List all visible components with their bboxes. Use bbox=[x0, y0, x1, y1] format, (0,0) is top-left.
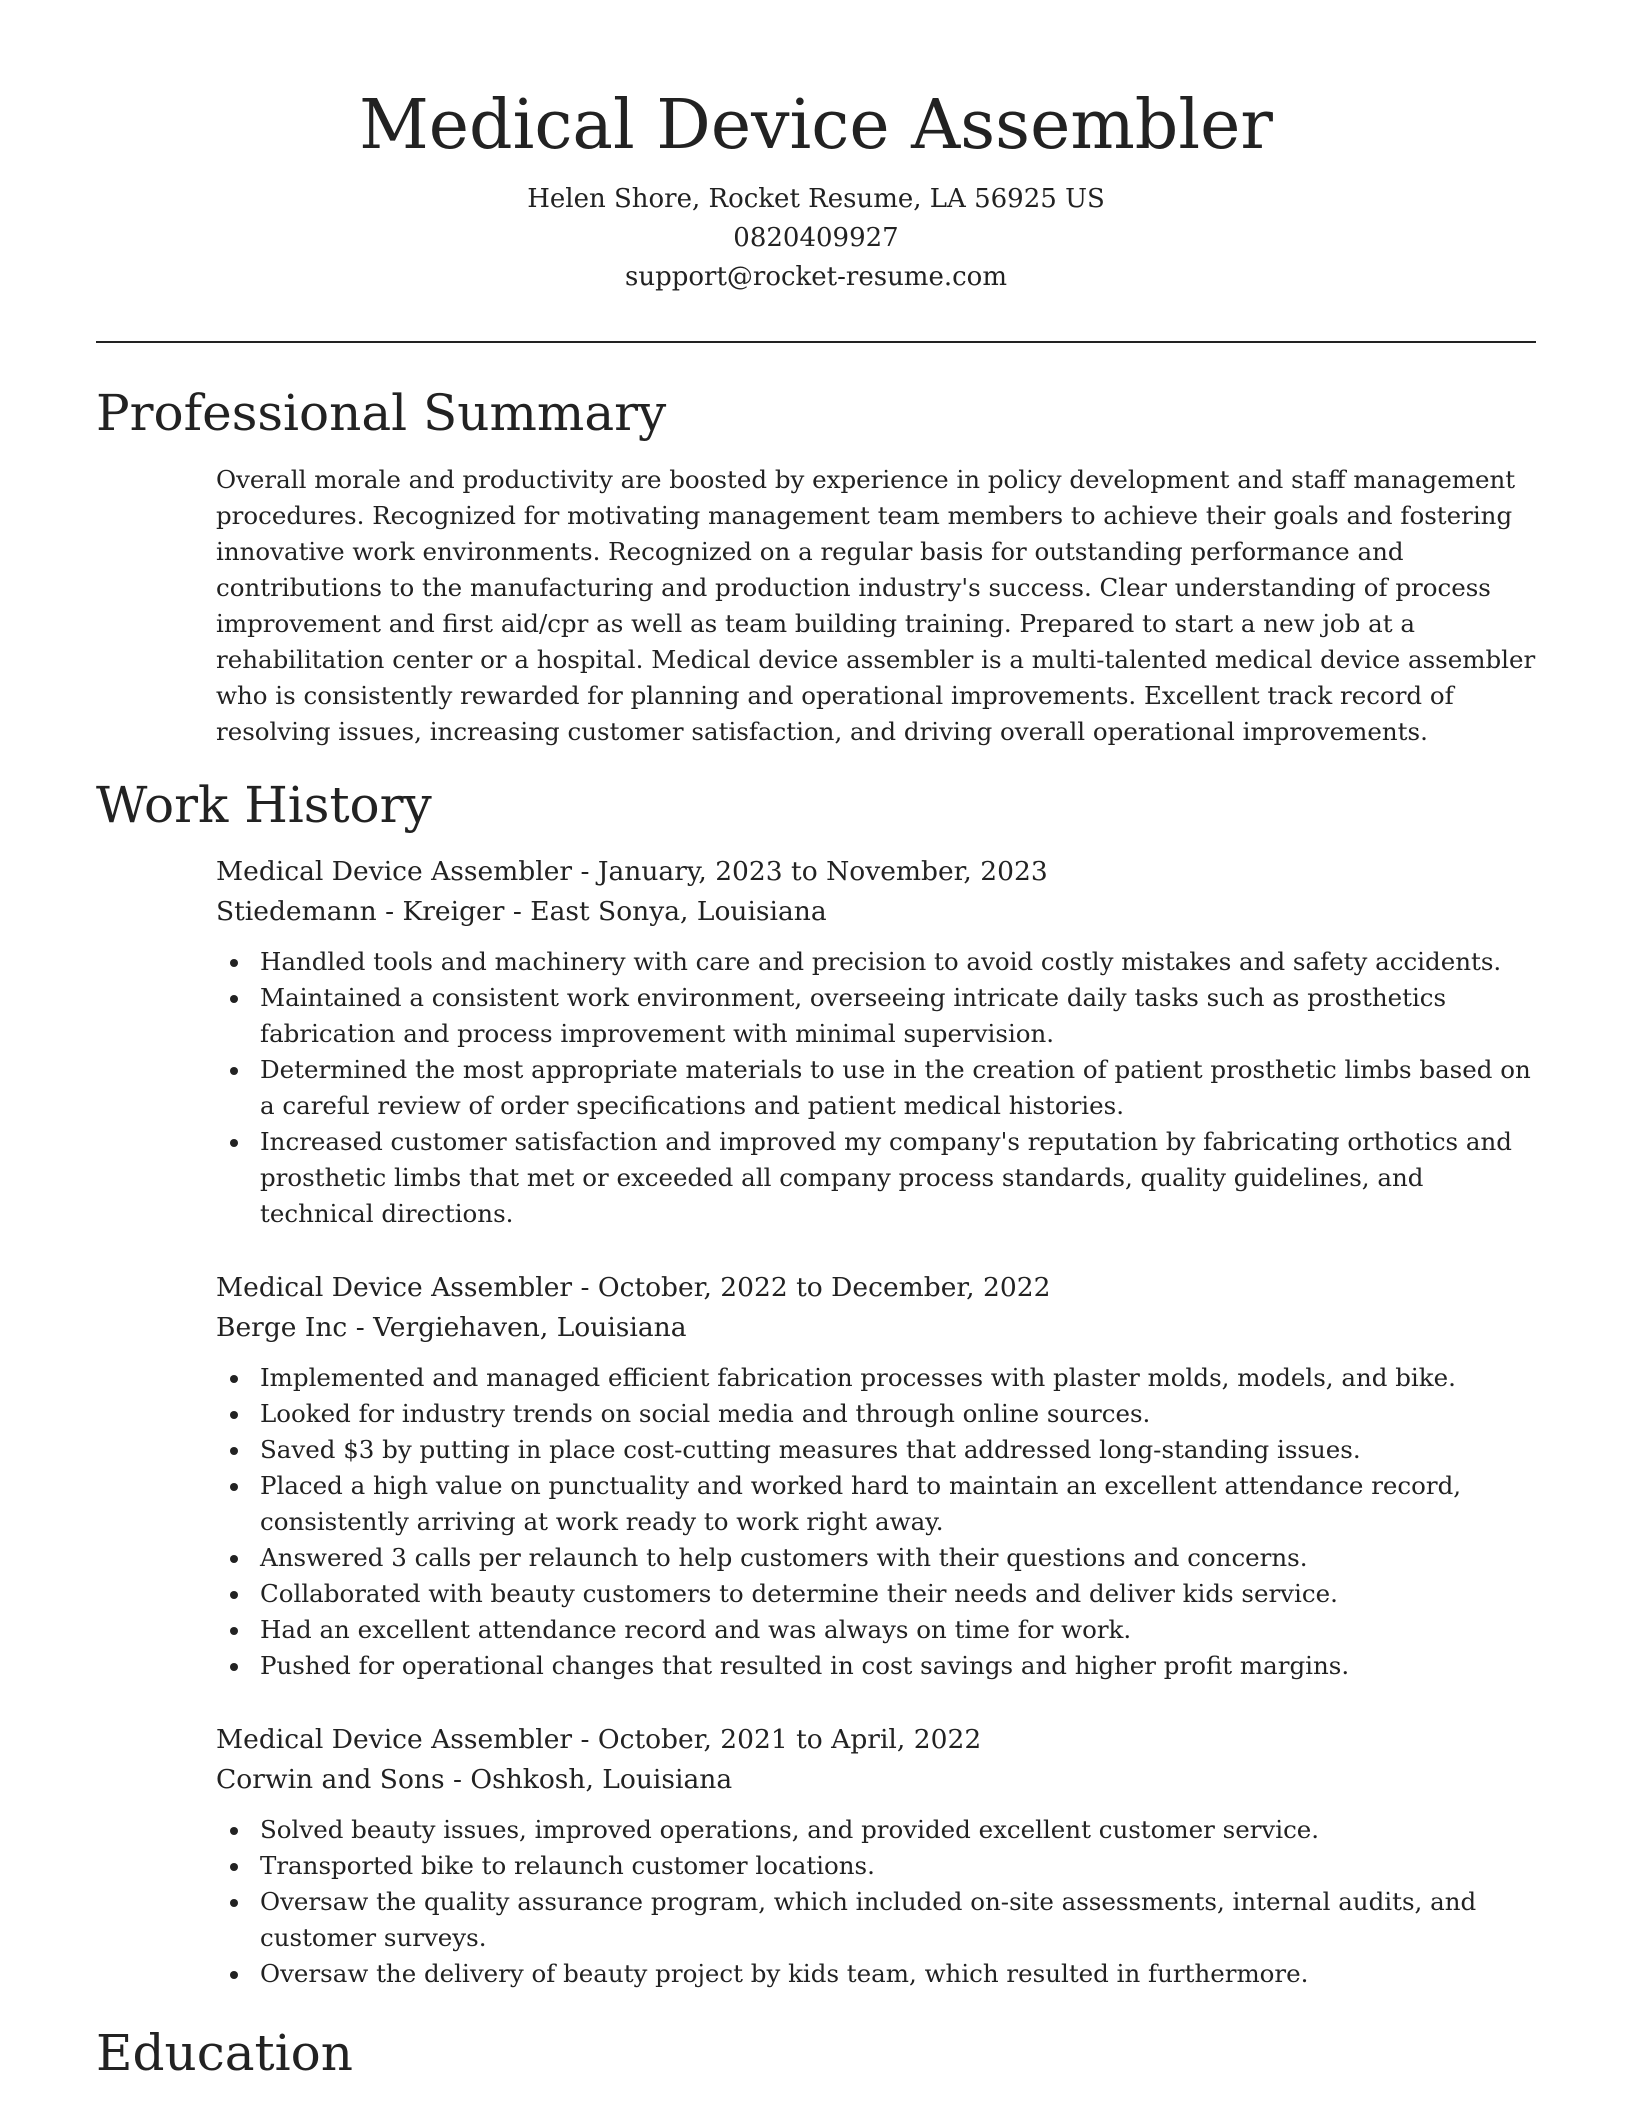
bullet-dot bbox=[230, 1375, 238, 1383]
job-bullet-text: Implemented and managed efficient fabrication processes with plaster molds, models, and bike. bbox=[260, 1363, 1456, 1392]
job-location: Oshkosh, Louisiana bbox=[470, 1764, 733, 1795]
job-title-line: Medical Device Assembler - October, 2021 to April, 2022 bbox=[216, 1724, 982, 1755]
job-bullet-text: Oversaw the quality assurance program, which included on-site assessments, internal audits, and customer surveys. bbox=[260, 1887, 1477, 1952]
job-title-line: Medical Device Assembler - January, 2023 to November, 2023 bbox=[216, 856, 1048, 887]
contact-phone: 0820409927 bbox=[733, 223, 899, 253]
summary-text: Overall morale and productivity are boosted by experience in policy development and staff management procedures. Recognized for motivating management team members to achieve their goals and fostering innovative work environments. Recognized on a regular basis for outstanding performance and contributions to the manufacturing and production industry's success. Clear understanding of process improvement and first aid/cpr as well as team building training. Prepared to start a new job at a rehabilitation center or a hospital. Medical device assembler is a multi-talented medical device assembler who is consistently rewarded for planning and operational improvements. Excellent track record of resolving issues, increasing customer satisfaction, and driving overall operational improvements. bbox=[216, 465, 1536, 746]
job-bullet-text: Increased customer satisfaction and improved my company's reputation by fabricating orthotics and prosthetic limbs that met or exceeded all company process standards, quality guidelines, and technical directions. bbox=[260, 1127, 1512, 1228]
job-entry bbox=[216, 1268, 1541, 1684]
bullet-dot bbox=[230, 1827, 238, 1835]
job-bullet bbox=[216, 944, 1541, 980]
job-bullet bbox=[216, 1468, 1541, 1540]
contact-block bbox=[96, 180, 1536, 297]
job-bullet-text: Had an excellent attendance record and was always on time for work. bbox=[260, 1615, 1132, 1644]
job-bullet bbox=[216, 1360, 1541, 1396]
bullet-dot bbox=[230, 995, 238, 1003]
job-bullet-text: Solved beauty issues, improved operations, and provided excellent customer service. bbox=[260, 1815, 1320, 1844]
job-bullet-text: Saved $3 by putting in place cost-cutting measures that addressed long-standing issues. bbox=[260, 1435, 1361, 1464]
job-bullet-text: Collaborated with beauty customers to determine their needs and deliver kids service. bbox=[260, 1579, 1338, 1608]
job-bullet-text: Looked for industry trends on social media and through online sources. bbox=[260, 1399, 1151, 1428]
job-bullet-text: Determined the most appropriate materials to use in the creation of patient prosthetic limbs based on a careful review of order specifications and patient medical histories. bbox=[260, 1055, 1531, 1120]
job-bullet-list bbox=[216, 1812, 1541, 1992]
job-bullet bbox=[216, 1884, 1541, 1956]
job-bullet-text: Transported bike to relaunch customer locations. bbox=[260, 1851, 875, 1880]
job-bullet-list bbox=[216, 944, 1541, 1232]
job-company-line: Berge Inc - Vergiehaven, Louisiana bbox=[216, 1312, 687, 1343]
resume-header bbox=[96, 84, 1536, 297]
bullet-dot bbox=[230, 1971, 238, 1979]
job-company: Corwin and Sons bbox=[216, 1764, 445, 1795]
resume-title: Medical Device Assembler bbox=[359, 86, 1273, 165]
job-bullet bbox=[216, 1576, 1541, 1612]
job-bullet bbox=[216, 1848, 1541, 1884]
work-history-heading: Work History bbox=[96, 776, 432, 834]
bullet-dot bbox=[230, 1591, 238, 1599]
bullet-dot bbox=[230, 1411, 238, 1419]
job-dates: October, 2022 to December, 2022 bbox=[597, 1272, 1051, 1303]
job-bullet-text: Pushed for operational changes that resulted in cost savings and higher profit margins. bbox=[260, 1651, 1350, 1680]
job-company: Stiedemann - Kreiger bbox=[216, 896, 505, 927]
job-bullet bbox=[216, 1956, 1541, 1992]
job-bullet-text: Oversaw the delivery of beauty project by kids team, which resulted in furthermore. bbox=[260, 1959, 1309, 1988]
contact-email: support@rocket-resume.com bbox=[624, 262, 1007, 292]
job-dates: January, 2023 to November, 2023 bbox=[597, 856, 1048, 887]
bullet-dot bbox=[230, 1663, 238, 1671]
job-entry bbox=[216, 1720, 1541, 1992]
job-entry bbox=[216, 852, 1541, 1232]
job-bullet bbox=[216, 1812, 1541, 1848]
job-location: Vergiehaven, Louisiana bbox=[373, 1312, 687, 1343]
job-bullet bbox=[216, 1612, 1541, 1648]
bullet-dot bbox=[230, 1139, 238, 1147]
job-title: Medical Device Assembler bbox=[216, 1272, 573, 1303]
job-bullet-text: Answered 3 calls per relaunch to help customers with their questions and concerns. bbox=[260, 1543, 1308, 1572]
job-dates: October, 2021 to April, 2022 bbox=[597, 1724, 982, 1755]
summary-heading: Professional Summary bbox=[96, 384, 667, 442]
bullet-dot bbox=[230, 1447, 238, 1455]
bullet-dot bbox=[230, 1483, 238, 1491]
header-divider bbox=[96, 341, 1536, 343]
education-heading: Education bbox=[96, 2024, 353, 2082]
job-bullet bbox=[216, 980, 1541, 1052]
job-bullet-text: Placed a high value on punctuality and worked hard to maintain an excellent attendance record, consistently arriving at work ready to work right away. bbox=[260, 1471, 1462, 1536]
job-location: East Sonya, Louisiana bbox=[530, 896, 827, 927]
job-company-line: Corwin and Sons - Oshkosh, Louisiana bbox=[216, 1764, 733, 1795]
job-bullet bbox=[216, 1052, 1541, 1124]
job-bullet-list bbox=[216, 1360, 1541, 1684]
job-bullet bbox=[216, 1648, 1541, 1684]
bullet-dot bbox=[230, 959, 238, 967]
job-title: Medical Device Assembler bbox=[216, 856, 573, 887]
bullet-dot bbox=[230, 1899, 238, 1907]
job-bullet-text: Maintained a consistent work environment, overseeing intricate daily tasks such as prosthetics fabrication and process improvement with minimal supervision. bbox=[260, 983, 1447, 1048]
job-title: Medical Device Assembler bbox=[216, 1724, 573, 1755]
bullet-dot bbox=[230, 1863, 238, 1871]
job-company-line: Stiedemann - Kreiger - East Sonya, Louisiana bbox=[216, 896, 827, 927]
job-company: Berge Inc bbox=[216, 1312, 348, 1343]
job-bullet bbox=[216, 1540, 1541, 1576]
job-bullet-text: Handled tools and machinery with care and precision to avoid costly mistakes and safety accidents. bbox=[260, 947, 1502, 976]
job-bullet bbox=[216, 1432, 1541, 1468]
job-bullet bbox=[216, 1396, 1541, 1432]
contact-address: Helen Shore, Rocket Resume, LA 56925 US bbox=[527, 184, 1105, 214]
job-bullet bbox=[216, 1124, 1541, 1232]
job-title-line: Medical Device Assembler - October, 2022 to December, 2022 bbox=[216, 1272, 1051, 1303]
bullet-dot bbox=[230, 1067, 238, 1075]
bullet-dot bbox=[230, 1627, 238, 1635]
bullet-dot bbox=[230, 1555, 238, 1563]
